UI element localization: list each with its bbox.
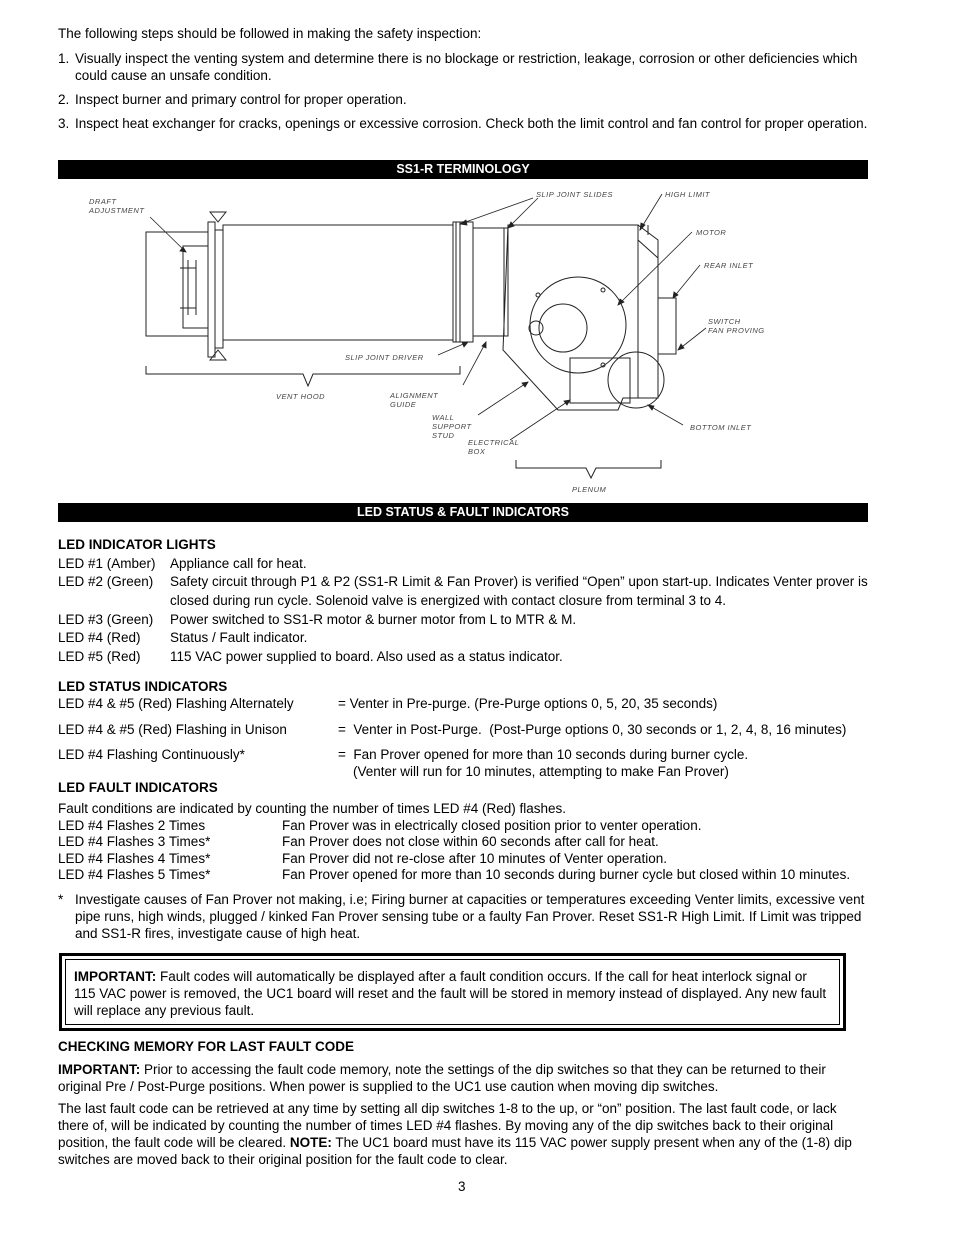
label-guide: GUIDE	[390, 400, 417, 409]
led-desc: Appliance call for heat.	[170, 556, 307, 571]
label-slip-joint-driver: SLIP JOINT DRIVER	[345, 353, 424, 362]
label-plenum: PLENUM	[572, 485, 607, 494]
led-section-bar: LED STATUS & FAULT INDICATORS	[58, 503, 868, 522]
fault-footnote	[58, 891, 868, 942]
footnote-text: Investigate causes of Fan Prover not making, i.e; Firing burner at capacities or temperatures exceeding Venter limits, excessive vent pipe runs, high winds, plugged / kinked Fan Prover sensing tube or a faulty Fan Prover. Reset SS1-R High Limit. If Limit was tripped and SS1-R fires, investigate cause of high heat.	[75, 892, 865, 941]
fault-desc: Fan Prover did not re-close after 10 minutes of Venter operation.	[282, 851, 667, 866]
status-label: LED #4 & #5 (Red) Flashing Alternately	[58, 696, 294, 711]
fault-label: LED #4 Flashes 2 Times	[58, 818, 206, 833]
step-number: 1.	[58, 51, 70, 66]
step-text: Inspect heat exchanger for cracks, openings or excessive corrosion. Check both the limit control and fan control for proper operation.	[75, 116, 868, 131]
memory-important-label: IMPORTANT:	[58, 1062, 141, 1077]
led-label: LED #3 (Green)	[58, 612, 154, 627]
label-vent-hood: VENT HOOD	[276, 392, 326, 401]
memory-heading: CHECKING MEMORY FOR LAST FAULT CODE	[58, 1039, 354, 1054]
label-rear-inlet: REAR INLET	[704, 261, 754, 270]
label-high-limit: HIGH LIMIT	[665, 190, 711, 199]
important-box	[59, 953, 846, 1031]
fault-desc: Fan Prover was in electrically closed position prior to venter operation.	[282, 818, 702, 833]
led-desc: Status / Fault indicator.	[170, 630, 308, 645]
fault-label: LED #4 Flashes 5 Times*	[58, 867, 211, 882]
terminology-section-bar: SS1-R TERMINOLOGY	[58, 160, 868, 179]
led-desc: 115 VAC power supplied to board. Also used as a status indicator.	[170, 649, 563, 664]
led-label: LED #1 (Amber)	[58, 556, 156, 571]
led-lights-heading: LED INDICATOR LIGHTS	[58, 537, 216, 552]
vent-pipe	[223, 225, 453, 340]
step-text: Visually inspect the venting system and determine there is no blockage or restriction, leakage, corrosion or other deficiencies which could cause an unsafe condition.	[75, 51, 858, 83]
step-3	[58, 115, 868, 132]
led-fault-heading: LED FAULT INDICATORS	[58, 780, 218, 795]
label-motor: MOTOR	[696, 228, 727, 237]
step-number: 2.	[58, 92, 70, 107]
vent-hood-front	[146, 232, 208, 336]
fault-intro: Fault conditions are indicated by counting the number of times LED #4 (Red) flashes.	[58, 801, 567, 816]
step-text: Inspect burner and primary control for proper operation.	[75, 92, 407, 107]
fault-label: LED #4 Flashes 3 Times*	[58, 834, 211, 849]
memory-paragraph-1	[58, 1061, 868, 1095]
important-text: Fault codes will automatically be displayed after a fault condition occurs. If the call for heat interlock signal or 115 VAC power is removed, the UC1 board will reset and the fault will be stored in memory instead of displayed. Any new fault will replace any previous fault.	[74, 969, 827, 1018]
step-2	[58, 91, 868, 108]
memory-paragraph-2	[58, 1100, 868, 1168]
label-slip-joint-slides: SLIP JOINT SLIDES	[536, 190, 613, 199]
memory-note-label: NOTE:	[289, 1135, 332, 1150]
status-desc: = Venter in Pre-purge. (Pre-Purge options 0, 5, 20, 35 seconds)	[338, 696, 718, 711]
label-bottom-inlet: BOTTOM INLET	[690, 423, 752, 432]
step-1	[58, 50, 868, 84]
status-label: LED #4 Flashing Continuously*	[58, 747, 245, 762]
led-desc: Safety circuit through P1 & P2 (SS1-R Limit & Fan Prover) is verified “Open” upon start-up. Indicates Venter prover is closed during run cycle. Solenoid valve is energized with contact closure from terminal 3 to 4.	[170, 574, 868, 608]
led-desc: Power switched to SS1-R motor & burner motor from L to MTR & M.	[170, 612, 577, 627]
label-fan-proving: FAN PROVING	[708, 326, 765, 335]
led-status-heading: LED STATUS INDICATORS	[58, 679, 228, 694]
fault-label: LED #4 Flashes 4 Times*	[58, 851, 211, 866]
led-label: LED #2 (Green)	[58, 574, 154, 589]
label-adjustment: ADJUSTMENT	[89, 206, 145, 215]
status-label: LED #4 & #5 (Red) Flashing in Unison	[58, 722, 287, 737]
bottom-inlet	[608, 352, 664, 408]
electrical-box	[570, 358, 630, 403]
status-desc: = Fan Prover opened for more than 10 seconds during burner cycle. (Venter will run for 10 minutes, attempting to make Fan Prover)	[338, 747, 749, 779]
label-electrical: ELECTRICAL	[468, 438, 520, 447]
led-label: LED #5 (Red)	[58, 649, 141, 664]
label-support: SUPPORT	[432, 422, 472, 431]
important-label: IMPORTANT:	[74, 969, 157, 984]
intro-text: The following steps should be followed in making the safety inspection:	[58, 26, 482, 41]
footnote-mark: *	[58, 892, 64, 907]
fault-desc: Fan Prover opened for more than 10 seconds during burner cycle but closed within 10 minutes.	[282, 867, 851, 882]
page-number: 3	[458, 1179, 466, 1194]
ss1r-terminology-diagram	[58, 180, 868, 500]
label-box: BOX	[468, 447, 486, 456]
blower-wheel	[530, 277, 626, 373]
label-alignment: ALIGNMENT	[390, 391, 439, 400]
led-label: LED #4 (Red)	[58, 630, 141, 645]
label-switch: SWITCH	[708, 317, 741, 326]
status-desc: = Venter in Post-Purge. (Post-Purge options 0, 30 seconds or 1, 2, 4, 8, 16 minutes)	[338, 722, 847, 737]
label-wall: WALL	[432, 413, 455, 422]
label-stud: STUD	[432, 431, 455, 440]
memory-important-text: Prior to accessing the fault code memory, note the settings of the dip switches so that they can be returned to their original Pre / Post-Purge positions. When power is supplied to the UC1 use caution when moving dip switches.	[58, 1062, 826, 1094]
fault-desc: Fan Prover does not close within 60 seconds after call for heat.	[282, 834, 659, 849]
memory-note-text: The UC1 board must have its 115 VAC power supply present when any of the (1-8) dip switches are moved back to their original position for the fault code to clear.	[58, 1135, 852, 1167]
step-number: 3.	[58, 116, 70, 131]
memory-p2-text: The last fault code can be retrieved at any time by setting all dip switches 1-8 to the up, or “on” position. The last fault code, or lack there of, will be indicated by counting the number of times LED #4 flashes. By moving any of the dip switches back to their original position, the fault code will be cleared.	[58, 1101, 837, 1150]
label-draft: DRAFT	[89, 197, 117, 206]
